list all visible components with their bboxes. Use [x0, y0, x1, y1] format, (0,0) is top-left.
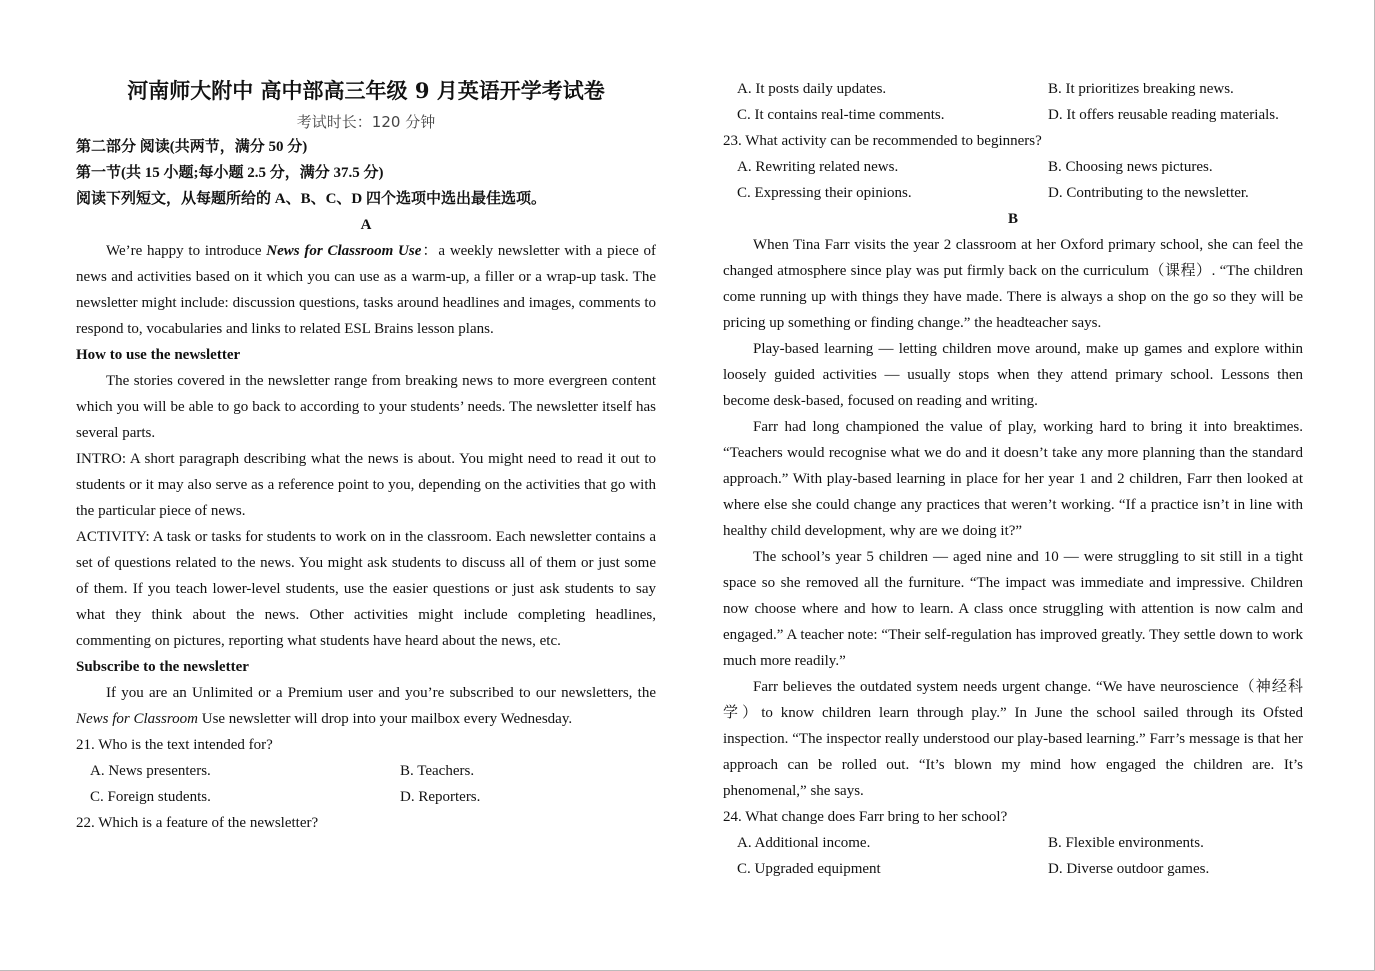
q23-option-b: B. Choosing news pictures. — [1048, 159, 1213, 175]
question-23-options-row-1 — [723, 154, 1303, 180]
passage-a-p1-post: ：a weekly newsletter with a piece of news and activities based on it which you can use as a warm-up, a filler or a wrap-up task. The newsletter might include: discussion questions, tasks around headlines and images, comments to respond to, vocabularies and links to related ESL Brains lesson plans. — [76, 243, 657, 337]
section-part: 第二部分 阅读(共两节，满分 50 分) — [76, 139, 308, 155]
passage-b-paragraph-5: Farr believes the outdated system needs urgent change. “We have neuroscience（神经科学）to know children learn through play.” In June the school sailed through its Ofsted inspection. “The inspector really understood our play-based learning.” Farr’s message is that her approach can be rolled out. “It’s blown my mind how engaged the children are. It’s phenomenal,” she says. — [723, 679, 1303, 799]
question-21-stem: 21. Who is the text intended for? — [76, 737, 273, 753]
question-24-options-row-2 — [723, 856, 1303, 882]
passage-a-p5-post: Use newsletter will drop into your mailbox every Wednesday. — [197, 711, 573, 727]
heading-how-to-use: How to use the newsletter — [76, 347, 241, 363]
passage-a-paragraph-5 — [76, 680, 656, 732]
q21-option-b: B. Teachers. — [400, 763, 475, 779]
passage-a-paragraph-1 — [76, 238, 656, 342]
passage-b-label: B — [1007, 211, 1018, 227]
question-22-stem: 22. Which is a feature of the newsletter? — [76, 815, 319, 831]
section-instruction: 阅读下列短文，从每题所给的 A、B、C、D 四个选项中选出最佳选项。 — [76, 191, 547, 207]
q22-option-b: B. It prioritizes breaking news. — [1048, 81, 1234, 97]
section-subsection: 第一节(共 15 小题;每小题 2.5 分，满分 37.5 分) — [76, 165, 384, 181]
right-column — [723, 76, 1303, 882]
question-22-options-row-1 — [723, 76, 1303, 102]
q24-option-b: B. Flexible environments. — [1048, 835, 1204, 851]
q23-option-c: C. Expressing their opinions. — [737, 185, 912, 201]
passage-a-label: A — [360, 217, 372, 233]
q21-option-c: C. Foreign students. — [90, 789, 211, 805]
exam-duration: 考试时长：120 分钟 — [296, 113, 436, 131]
q23-option-a: A. Rewriting related news. — [737, 159, 899, 175]
q24-option-a: A. Additional income. — [737, 835, 871, 851]
passage-b-paragraph-4: The school’s year 5 children — aged nine and 10 — were struggling to sit still in a tight space so she removed all the furniture. “The impact was immediate and impressive. Children now choose where and how to learn. A class once struggling with attention is now calm and engaged.” A teacher note: “Their self-regulation has improved greatly. They settle down to work much more readily.” — [723, 549, 1303, 669]
newsletter-name-2: News for Classroom — [76, 711, 198, 727]
left-column — [76, 76, 656, 836]
q21-option-d: D. Reporters. — [400, 789, 481, 805]
question-22-options-row-2 — [723, 102, 1303, 128]
q21-option-a: A. News presenters. — [90, 763, 211, 779]
q22-option-a: A. It posts daily updates. — [737, 81, 887, 97]
heading-subscribe: Subscribe to the newsletter — [76, 659, 249, 675]
passage-b-paragraph-3: Farr had long championed the value of play, working hard to bring it into breaktimes. “Teachers would recognise what we do and it doesn’t take any more planning than the standard approach.” With play-based learning in place for her year 1 and 2 children, Farr then looked at where else she could change any practices that weren’t working. “If a practice isn’t in line with healthy child development, why are we doing it?” — [723, 419, 1303, 539]
passage-b-paragraph-1: When Tina Farr visits the year 2 classroom at her Oxford primary school, she can feel the changed atmosphere since play was put firmly back on the curriculum（课程）. “The children come running up with things they have made. There is always a shop on the go so they will be pricing up something or finding change.” the headteacher says. — [723, 237, 1303, 331]
passage-a-p1-pre: We’re happy to introduce — [106, 243, 267, 259]
question-23-options-row-2 — [723, 180, 1303, 206]
q22-option-d: D. It offers reusable reading materials. — [1048, 107, 1279, 123]
question-21-options-row-2 — [76, 784, 656, 810]
question-23-stem: 23. What activity can be recommended to beginners? — [723, 133, 1042, 149]
passage-a-activity: ACTIVITY: A task or tasks for students to work on in the classroom. Each newsletter contains a set of questions related to the news. You might ask students to discuss all of them or just some of them. If you teach lower-level students, use the easier questions or just ask students to say what they think about the news. Other activities might include completing headlines, commenting on pictures, reporting what students have heard about the news, etc. — [76, 529, 656, 649]
q24-option-d: D. Diverse outdoor games. — [1048, 861, 1210, 877]
newsletter-name: News for Classroom Use — [266, 243, 422, 259]
q22-option-c: C. It contains real-time comments. — [737, 107, 945, 123]
passage-a-p5-pre: If you are an Unlimited or a Premium user and you’re subscribed to our newsletters, the — [106, 685, 656, 701]
question-24-options-row-1 — [723, 830, 1303, 856]
passage-b-paragraph-2: Play-based learning — letting children move around, make up games and explore within loosely guided activities — usually stops when they attend primary school. Lessons then become desk-based, focused on reading and writing. — [723, 341, 1303, 409]
exam-title: 河南师大附中 高中部高三年级 9 月英语开学考试卷 — [127, 78, 605, 103]
passage-a-paragraph-2: The stories covered in the newsletter range from breaking news to more evergreen content which you will be able to go back to according to your students’ needs. The newsletter itself has several parts. — [76, 373, 656, 441]
question-21-options-row-1 — [76, 758, 656, 784]
question-24-stem: 24. What change does Farr bring to her school? — [723, 809, 1008, 825]
q23-option-d: D. Contributing to the newsletter. — [1048, 185, 1249, 201]
q24-option-c: C. Upgraded equipment — [737, 861, 881, 877]
passage-a-intro: INTRO: A short paragraph describing what the news is about. You might need to read it out to students or it may also serve as a reference point to you, depending on the activities that go with the particular piece of news. — [76, 451, 656, 519]
